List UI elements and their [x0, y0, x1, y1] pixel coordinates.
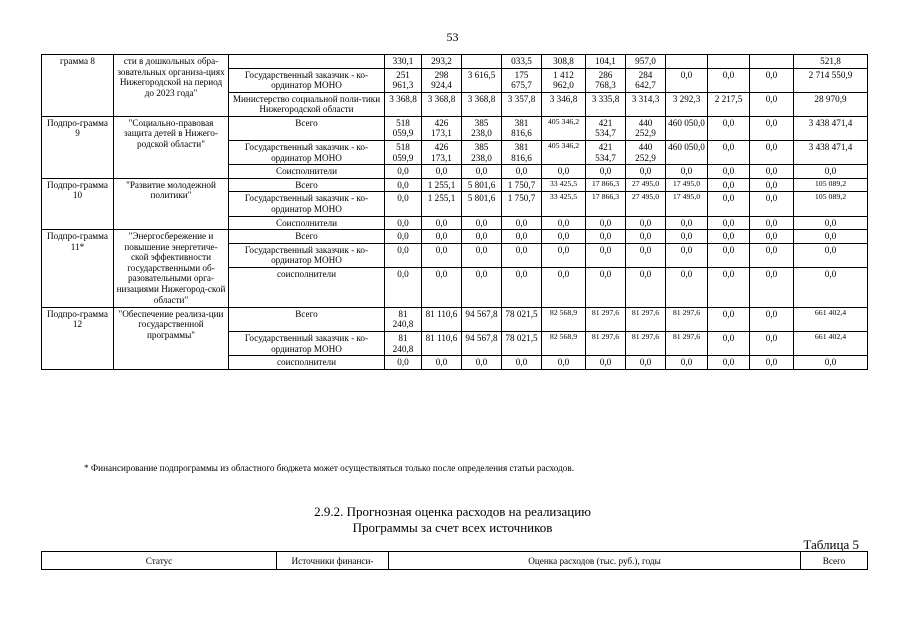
value-cell: 0,0 — [385, 267, 422, 307]
source-cell: соисполнители — [229, 356, 385, 370]
source-cell: Министерство социальной поли-тики Нижегородской области — [229, 92, 385, 116]
value-cell: 0,0 — [502, 243, 542, 267]
value-cell: 1 750,7 — [502, 192, 542, 216]
value-cell: 0,0 — [462, 165, 502, 179]
value-cell: 0,0 — [542, 216, 586, 230]
total-cell: 105 089,2 — [794, 178, 868, 192]
value-cell: 381 816,6 — [502, 116, 542, 140]
value-cell: 330,1 — [385, 55, 422, 69]
value-cell: 0,0 — [422, 216, 462, 230]
value-cell: 0,0 — [385, 243, 422, 267]
value-cell: 3 368,8 — [385, 92, 422, 116]
value-cell: 0,0 — [626, 216, 666, 230]
value-cell: 440 252,9 — [626, 116, 666, 140]
value-cell — [462, 55, 502, 69]
value-cell: 81 110,6 — [422, 331, 462, 355]
total-cell: 105 089,2 — [794, 192, 868, 216]
value-cell: 0,0 — [462, 243, 502, 267]
status-cell: грамма 8 — [42, 55, 114, 117]
value-cell: 3 616,5 — [462, 68, 502, 92]
value-cell: 293,2 — [422, 55, 462, 69]
value-cell: 0,0 — [422, 230, 462, 244]
total-cell: 0,0 — [794, 356, 868, 370]
source-cell: Всего — [229, 307, 385, 331]
value-cell: 518 059,9 — [385, 141, 422, 165]
value-cell: 0,0 — [666, 68, 708, 92]
value-cell: 3 357,8 — [502, 92, 542, 116]
value-cell: 0,0 — [750, 267, 794, 307]
value-cell: 0,0 — [750, 356, 794, 370]
value-cell: 175 675,7 — [502, 68, 542, 92]
value-cell: 0,0 — [750, 92, 794, 116]
source-cell — [229, 55, 385, 69]
source-cell: Соисполнители — [229, 216, 385, 230]
total-cell: 3 438 471,4 — [794, 141, 868, 165]
value-cell: 0,0 — [750, 307, 794, 331]
table5-label: Таблица 5 — [803, 537, 859, 552]
value-cell: 0,0 — [385, 356, 422, 370]
value-cell: 81 297,6 — [586, 307, 626, 331]
value-cell: 0,0 — [626, 267, 666, 307]
subprogram-name-cell: "Развитие молодежной политики" — [114, 178, 229, 229]
value-cell: 82 568,9 — [542, 307, 586, 331]
value-cell: 81 240,8 — [385, 307, 422, 331]
total-cell: 0,0 — [794, 165, 868, 179]
value-cell: 0,0 — [542, 356, 586, 370]
value-cell: 0,0 — [750, 116, 794, 140]
value-cell: 78 021,5 — [502, 307, 542, 331]
value-cell: 385 238,0 — [462, 116, 502, 140]
value-cell: 308,8 — [542, 55, 586, 69]
value-cell: 81 297,6 — [666, 307, 708, 331]
value-cell: 0,0 — [750, 230, 794, 244]
value-cell: 0,0 — [542, 267, 586, 307]
value-cell: 81 240,8 — [385, 331, 422, 355]
value-cell: 0,0 — [586, 216, 626, 230]
value-cell: 27 495,0 — [626, 192, 666, 216]
table-row — [42, 116, 868, 140]
value-cell: 0,0 — [708, 178, 750, 192]
source-cell: Государственный заказчик - ко-ординатор МОНО — [229, 141, 385, 165]
value-cell: 27 495,0 — [626, 178, 666, 192]
value-cell: 0,0 — [502, 165, 542, 179]
value-cell: 518 059,9 — [385, 116, 422, 140]
section-heading-line1: 2.9.2. Прогнозная оценка расходов на реализацию — [314, 504, 591, 519]
value-cell: 0,0 — [542, 243, 586, 267]
value-cell: 0,0 — [666, 243, 708, 267]
value-cell: 405 346,2 — [542, 116, 586, 140]
value-cell: 1 412 962,0 — [542, 68, 586, 92]
value-cell: 0,0 — [708, 230, 750, 244]
value-cell: 0,0 — [385, 165, 422, 179]
subprogram-name-cell: сти в дошкольных обра-зовательных организа-циях Нижегородской на период до 2023 года" — [114, 55, 229, 117]
total-cell: 0,0 — [794, 243, 868, 267]
source-cell: Государственный заказчик - ко-ординатор МОНО — [229, 243, 385, 267]
value-cell: 0,0 — [385, 178, 422, 192]
value-cell: 460 050,0 — [666, 116, 708, 140]
value-cell: 5 801,6 — [462, 192, 502, 216]
value-cell: 81 297,6 — [626, 331, 666, 355]
value-cell: 421 534,7 — [586, 116, 626, 140]
value-cell: 0,0 — [708, 116, 750, 140]
value-cell: 0,0 — [666, 356, 708, 370]
value-cell: 0,0 — [502, 230, 542, 244]
value-cell: 0,0 — [750, 165, 794, 179]
source-cell: Государственный заказчик - ко-ординатор МОНО — [229, 192, 385, 216]
value-cell: 0,0 — [708, 141, 750, 165]
value-cell: 33 425,5 — [542, 178, 586, 192]
subprogram-name-cell: "Обеспечение реализа-ции государственной программы" — [114, 307, 229, 369]
source-cell: соисполнители — [229, 267, 385, 307]
header-status: Статус — [42, 552, 277, 570]
value-cell: 0,0 — [542, 165, 586, 179]
status-cell: Подпро-грамма 12 — [42, 307, 114, 369]
value-cell: 0,0 — [666, 230, 708, 244]
source-cell: Государственный заказчик - ко-ординатор МОНО — [229, 68, 385, 92]
value-cell: 0,0 — [462, 230, 502, 244]
value-cell: 0,0 — [708, 165, 750, 179]
value-cell — [666, 55, 708, 69]
value-cell: 17 495,0 — [666, 178, 708, 192]
value-cell: 0,0 — [708, 192, 750, 216]
value-cell: 0,0 — [666, 267, 708, 307]
value-cell: 0,0 — [750, 141, 794, 165]
status-cell: Подпро-грамма 11* — [42, 230, 114, 308]
value-cell: 426 173,1 — [422, 116, 462, 140]
source-cell: Соисполнители — [229, 165, 385, 179]
section-heading-line2: Программы за счет всех источников — [352, 520, 553, 535]
table-row — [42, 230, 868, 244]
value-cell: 0,0 — [708, 216, 750, 230]
value-cell: 1 750,7 — [502, 178, 542, 192]
value-cell: 81 297,6 — [586, 331, 626, 355]
source-cell: Всего — [229, 116, 385, 140]
value-cell: 81 297,6 — [666, 331, 708, 355]
table-row — [42, 178, 868, 192]
value-cell — [708, 55, 750, 69]
total-cell: 661 402,4 — [794, 331, 868, 355]
value-cell: 0,0 — [586, 165, 626, 179]
subprogram-name-cell: "Социально-правовая защита детей в Нижего-родской области" — [114, 116, 229, 178]
value-cell: 381 816,6 — [502, 141, 542, 165]
value-cell: 286 768,3 — [586, 68, 626, 92]
table-row — [42, 552, 868, 570]
status-cell: Подпро-грамма 10 — [42, 178, 114, 229]
value-cell: 78 021,5 — [502, 331, 542, 355]
value-cell: 0,0 — [422, 267, 462, 307]
value-cell: 0,0 — [708, 68, 750, 92]
value-cell: 0,0 — [626, 243, 666, 267]
value-cell: 3 368,8 — [462, 92, 502, 116]
value-cell: 460 050,0 — [666, 141, 708, 165]
value-cell: 405 346,2 — [542, 141, 586, 165]
value-cell: 421 534,7 — [586, 141, 626, 165]
value-cell: 0,0 — [385, 230, 422, 244]
value-cell: 033,5 — [502, 55, 542, 69]
value-cell: 0,0 — [422, 165, 462, 179]
value-cell: 0,0 — [750, 216, 794, 230]
value-cell: 82 568,9 — [542, 331, 586, 355]
value-cell: 0,0 — [462, 216, 502, 230]
value-cell: 0,0 — [708, 307, 750, 331]
value-cell: 0,0 — [750, 192, 794, 216]
table-row — [42, 307, 868, 331]
value-cell: 0,0 — [502, 356, 542, 370]
value-cell: 5 801,6 — [462, 178, 502, 192]
value-cell: 3 335,8 — [586, 92, 626, 116]
value-cell: 33 425,5 — [542, 192, 586, 216]
expenditure-table — [41, 54, 868, 370]
value-cell: 3 368,8 — [422, 92, 462, 116]
value-cell: 1 255,1 — [422, 178, 462, 192]
value-cell: 17 866,3 — [586, 192, 626, 216]
value-cell: 0,0 — [586, 243, 626, 267]
value-cell: 0,0 — [750, 331, 794, 355]
value-cell: 81 110,6 — [422, 307, 462, 331]
value-cell: 17 866,3 — [586, 178, 626, 192]
value-cell: 0,0 — [586, 267, 626, 307]
source-cell: Всего — [229, 178, 385, 192]
value-cell: 957,0 — [626, 55, 666, 69]
value-cell: 0,0 — [708, 331, 750, 355]
value-cell: 0,0 — [708, 356, 750, 370]
total-cell: 28 970,9 — [794, 92, 868, 116]
table5-header — [41, 551, 868, 570]
value-cell: 94 567,8 — [462, 331, 502, 355]
value-cell: 0,0 — [626, 165, 666, 179]
value-cell: 0,0 — [586, 230, 626, 244]
value-cell — [750, 55, 794, 69]
total-cell: 3 438 471,4 — [794, 116, 868, 140]
status-cell: Подпро-грамма 9 — [42, 116, 114, 178]
value-cell: 251 961,3 — [385, 68, 422, 92]
value-cell: 385 238,0 — [462, 141, 502, 165]
value-cell: 0,0 — [385, 216, 422, 230]
value-cell: 2 217,5 — [708, 92, 750, 116]
value-cell: 0,0 — [666, 165, 708, 179]
value-cell: 1 255,1 — [422, 192, 462, 216]
value-cell: 17 495,0 — [666, 192, 708, 216]
subprogram-name-cell: "Энергосбережение и повышение энергетиче-ской эффективности государственными об-разовательными орга-низациями Нижегород-ской области" — [114, 230, 229, 308]
value-cell: 0,0 — [750, 68, 794, 92]
value-cell: 0,0 — [708, 267, 750, 307]
value-cell: 0,0 — [708, 243, 750, 267]
header-total: Всего — [801, 552, 868, 570]
value-cell: 0,0 — [586, 356, 626, 370]
value-cell: 94 567,8 — [462, 307, 502, 331]
header-estimate: Оценка расходов (тыс. руб.), годы — [389, 552, 801, 570]
footnote: * Финансирование подпрограммы из областного бюджета может осуществляться только после определения статьи расходов. — [84, 463, 575, 473]
value-cell: 284 642,7 — [626, 68, 666, 92]
value-cell: 3 292,3 — [666, 92, 708, 116]
total-cell: 0,0 — [794, 216, 868, 230]
value-cell: 3 314,3 — [626, 92, 666, 116]
total-cell: 0,0 — [794, 230, 868, 244]
total-cell: 521,8 — [794, 55, 868, 69]
source-cell: Государственный заказчик - ко-ординатор МОНО — [229, 331, 385, 355]
value-cell: 0,0 — [422, 243, 462, 267]
value-cell: 3 346,8 — [542, 92, 586, 116]
value-cell: 0,0 — [502, 216, 542, 230]
value-cell: 0,0 — [626, 230, 666, 244]
value-cell: 0,0 — [626, 356, 666, 370]
header-sources: Источники финанси- — [277, 552, 389, 570]
value-cell: 440 252,9 — [626, 141, 666, 165]
value-cell: 0,0 — [542, 230, 586, 244]
value-cell: 81 297,6 — [626, 307, 666, 331]
value-cell: 0,0 — [666, 216, 708, 230]
value-cell: 0,0 — [462, 356, 502, 370]
value-cell: 0,0 — [422, 356, 462, 370]
total-cell: 661 402,4 — [794, 307, 868, 331]
total-cell: 0,0 — [794, 267, 868, 307]
value-cell: 426 173,1 — [422, 141, 462, 165]
value-cell: 0,0 — [750, 243, 794, 267]
value-cell: 0,0 — [462, 267, 502, 307]
value-cell: 104,1 — [586, 55, 626, 69]
table-row — [42, 55, 868, 69]
total-cell: 2 714 550,9 — [794, 68, 868, 92]
value-cell: 0,0 — [385, 192, 422, 216]
value-cell: 0,0 — [502, 267, 542, 307]
page-number: 53 — [446, 30, 459, 44]
source-cell: Всего — [229, 230, 385, 244]
value-cell: 0,0 — [750, 178, 794, 192]
value-cell: 298 924,4 — [422, 68, 462, 92]
